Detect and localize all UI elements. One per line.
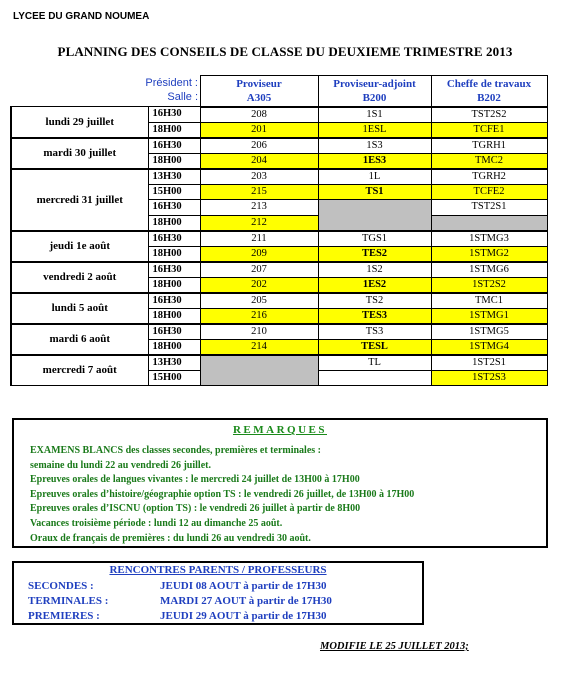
cheffe-travaux-cell: 1ST2S3 xyxy=(431,370,547,386)
school-name: LYCEE DU GRAND NOUMEA xyxy=(13,11,150,22)
time-cell: 16H30 xyxy=(148,107,200,123)
table-row xyxy=(11,293,547,309)
president-label: Président : xyxy=(145,77,198,89)
day-cell: lundi 29 juillet xyxy=(11,107,148,138)
remark-line: semaine du lundi 22 au vendredi 26 juillet. xyxy=(30,459,211,471)
cheffe-travaux-cell: TCFE2 xyxy=(431,184,547,200)
cheffe-travaux-cell: 1ST2S2 xyxy=(431,277,547,293)
proviseur-cell: 202 xyxy=(200,277,318,293)
cheffe-travaux-cell: TGRH2 xyxy=(431,169,547,185)
proviseur-adjoint-cell: TESL xyxy=(318,339,431,355)
proviseur-adjoint-cell: TES2 xyxy=(318,246,431,262)
remarks-box xyxy=(12,418,548,548)
meeting-row xyxy=(28,595,332,607)
proviseur-adjoint-cell: TL xyxy=(318,355,431,371)
proviseur-cell: 207 xyxy=(200,262,318,278)
table-row xyxy=(11,262,547,278)
page-title: PLANNING DES CONSEILS DE CLASSE DU DEUXIEME TRIMESTRE 2013 xyxy=(57,44,513,59)
table-row xyxy=(11,169,547,185)
proviseur-adjoint-cell: 1ESL xyxy=(318,122,431,138)
time-cell: 18H00 xyxy=(148,308,200,324)
time-cell: 18H00 xyxy=(148,339,200,355)
day-cell: mercredi 31 juillet xyxy=(11,169,148,231)
column-header-1 xyxy=(200,76,318,107)
proviseur-adjoint-cell: TS1 xyxy=(318,184,431,200)
proviseur-cell: 215 xyxy=(200,184,318,200)
remark-line: Vacances troisième période : lundi 12 au dimanche 25 août. xyxy=(30,517,283,529)
cheffe-travaux-cell: TST2S1 xyxy=(431,200,547,216)
proviseur-cell: 213 xyxy=(200,200,318,216)
meeting-date: JEUDI 08 AOUT à partir de 17H30 xyxy=(160,580,327,592)
cheffe-travaux-cell: 1STMG6 xyxy=(431,262,547,278)
day-cell: mercredi 7 août xyxy=(11,355,148,386)
proviseur-cell: 212 xyxy=(200,215,318,231)
proviseur-cell: 201 xyxy=(200,122,318,138)
proviseur-cell: 203 xyxy=(200,169,318,185)
proviseur-adjoint-cell xyxy=(318,200,431,231)
proviseur-cell: 204 xyxy=(200,153,318,169)
column-president: Cheffe de travaux xyxy=(446,77,532,90)
time-cell: 16H30 xyxy=(148,324,200,340)
column-president: Proviseur xyxy=(236,77,282,90)
day-cell: vendredi 2 août xyxy=(11,262,148,293)
remark-line: EXAMENS BLANCS des classes secondes, premières et terminales : xyxy=(30,445,321,456)
proviseur-adjoint-cell: 1S2 xyxy=(318,262,431,278)
column-header-3 xyxy=(431,76,547,107)
proviseur-cell: 208 xyxy=(200,107,318,123)
proviseur-adjoint-cell xyxy=(318,370,431,386)
proviseur-cell: 210 xyxy=(200,324,318,340)
time-cell: 18H00 xyxy=(148,246,200,262)
time-cell: 16H30 xyxy=(148,138,200,154)
header-spacer xyxy=(148,76,200,107)
meeting-date: MARDI 27 AOUT à partir de 17H30 xyxy=(160,595,332,607)
meeting-date: JEUDI 29 AOUT à partir de 17H30 xyxy=(160,610,327,622)
time-cell: 15H00 xyxy=(148,370,200,386)
cheffe-travaux-cell: TST2S2 xyxy=(431,107,547,123)
proviseur-cell: 211 xyxy=(200,231,318,247)
time-cell: 16H30 xyxy=(148,293,200,309)
time-cell: 18H00 xyxy=(148,153,200,169)
cheffe-travaux-cell: 1STMG3 xyxy=(431,231,547,247)
salle-label: Salle : xyxy=(167,91,198,103)
column-room: A305 xyxy=(246,91,272,104)
meeting-row xyxy=(28,610,326,622)
cheffe-travaux-cell: 1STMG4 xyxy=(431,339,547,355)
time-cell: 16H30 xyxy=(148,200,200,216)
cheffe-travaux-cell: 1STMG1 xyxy=(431,308,547,324)
proviseur-cell: 216 xyxy=(200,308,318,324)
time-cell: 16H30 xyxy=(148,262,200,278)
day-cell: mardi 30 juillet xyxy=(11,138,148,169)
meeting-row xyxy=(28,580,326,592)
table-row xyxy=(11,107,547,123)
remarks-list xyxy=(30,444,414,546)
column-room: B202 xyxy=(477,91,501,104)
proviseur-adjoint-cell: TGS1 xyxy=(318,231,431,247)
proviseur-cell: 214 xyxy=(200,339,318,355)
table-row xyxy=(11,355,547,371)
proviseur-cell: 205 xyxy=(200,293,318,309)
proviseur-cell: 209 xyxy=(200,246,318,262)
cheffe-travaux-cell: TMC1 xyxy=(431,293,547,309)
proviseur-adjoint-cell: 1ES2 xyxy=(318,277,431,293)
time-cell: 15H00 xyxy=(148,184,200,200)
proviseur-adjoint-cell: TES3 xyxy=(318,308,431,324)
schedule-table xyxy=(10,75,548,386)
time-cell: 13H30 xyxy=(148,355,200,371)
remark-line: Epreuves orales d’ISCNU (option TS) : le vendredi 26 juillet à partir de 8H00 xyxy=(30,503,361,515)
meetings-title: RENCONTRES PARENTS / PROFESSEURS xyxy=(109,564,327,576)
day-cell: jeudi 1e août xyxy=(11,231,148,262)
meeting-level: SECONDES : xyxy=(28,580,94,592)
proviseur-adjoint-cell: TS2 xyxy=(318,293,431,309)
meeting-level: TERMINALES : xyxy=(28,595,109,607)
proviseur-adjoint-cell: 1ES3 xyxy=(318,153,431,169)
time-cell: 18H00 xyxy=(148,215,200,231)
day-cell: mardi 6 août xyxy=(11,324,148,355)
day-cell: lundi 5 août xyxy=(11,293,148,324)
meetings-box xyxy=(12,561,424,625)
remarks-title: REMARQUES xyxy=(232,424,327,436)
table-row xyxy=(11,138,547,154)
column-room: B200 xyxy=(362,91,387,104)
remark-line: Epreuves orales de langues vivantes : le mercredi 24 juillet de 13H00 à 17H00 xyxy=(30,474,360,486)
modified-note: MODIFIE LE 25 JUILLET 2013; xyxy=(320,641,469,652)
remark-line: Epreuves orales d’histoire/géographie option TS : le vendredi 26 juillet, de 13H00 à 17H00 xyxy=(30,488,415,500)
table-row xyxy=(11,324,547,340)
proviseur-cell: 206 xyxy=(200,138,318,154)
cheffe-travaux-cell: 1STMG2 xyxy=(431,246,547,262)
header-spacer xyxy=(11,76,148,107)
time-cell: 18H00 xyxy=(148,122,200,138)
proviseur-adjoint-cell: 1S1 xyxy=(318,107,431,123)
cheffe-travaux-cell: TCFE1 xyxy=(431,122,547,138)
meeting-level: PREMIERES : xyxy=(28,610,100,622)
proviseur-adjoint-cell: TS3 xyxy=(318,324,431,340)
time-cell: 13H30 xyxy=(148,169,200,185)
column-header-2 xyxy=(318,76,431,107)
proviseur-cell xyxy=(200,355,318,386)
cheffe-travaux-cell: 1ST2S1 xyxy=(431,355,547,371)
cheffe-travaux-cell xyxy=(431,215,547,231)
time-cell: 16H30 xyxy=(148,231,200,247)
time-cell: 18H00 xyxy=(148,277,200,293)
cheffe-travaux-cell: 1STMG5 xyxy=(431,324,547,340)
proviseur-adjoint-cell: 1S3 xyxy=(318,138,431,154)
table-row xyxy=(11,231,547,247)
column-president: Proviseur-adjoint xyxy=(333,77,416,90)
cheffe-travaux-cell: TGRH1 xyxy=(431,138,547,154)
remark-line: Oraux de français de premières : du lundi 26 au vendredi 30 août. xyxy=(30,532,311,544)
proviseur-adjoint-cell: 1L xyxy=(318,169,431,185)
cheffe-travaux-cell: TMC2 xyxy=(431,153,547,169)
